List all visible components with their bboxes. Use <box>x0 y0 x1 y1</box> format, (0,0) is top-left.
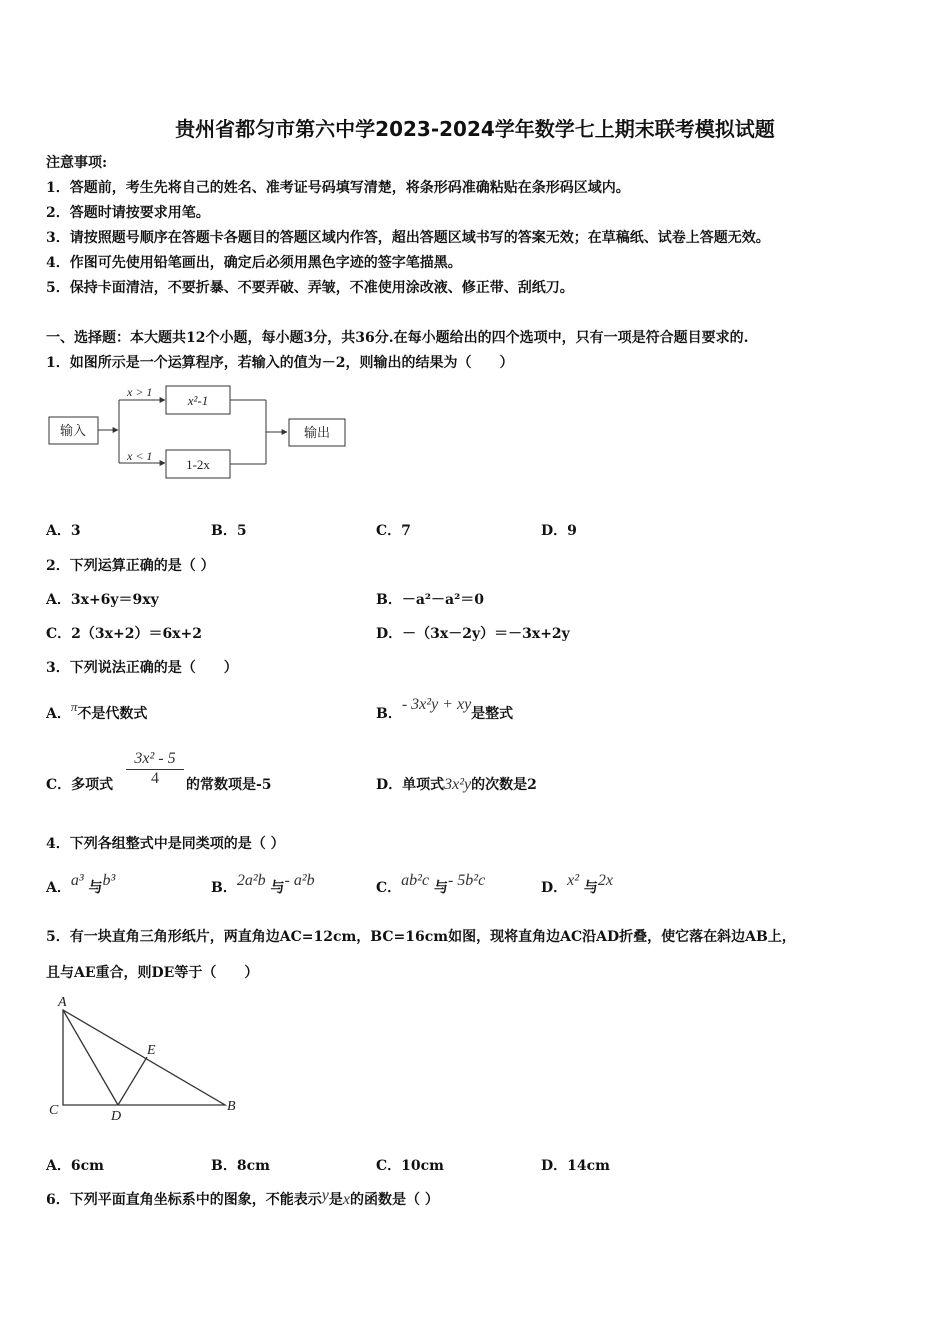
note-item-5: 5．保持卡面清洁，不要折暴、不要弄破、弄皱，不准使用涂改液、修正带、刮纸刀。 <box>46 280 574 296</box>
q4-c-term2: - 5b²c <box>447 872 486 889</box>
q1-option-d: D．9 <box>541 523 577 539</box>
segment-ad <box>63 1010 118 1105</box>
q6-stem-mid: 是 <box>328 1192 343 1208</box>
q1-option-c: C．7 <box>376 523 411 539</box>
flow-cond-top: x > 1 <box>127 385 153 399</box>
q3-c-text: 的常数项是-5 <box>186 777 272 793</box>
q3-option-a <box>46 699 148 723</box>
q6-var-x: x <box>342 1191 350 1208</box>
segment-de <box>118 1057 147 1105</box>
q1-option-b: B．5 <box>211 523 247 539</box>
q4-b-label: B． <box>211 880 237 896</box>
q1-stem: 1．如图所示是一个运算程序，若输入的值为－2，则输出的结果为（ ） <box>46 355 514 371</box>
q5-option-d: D．14cm <box>541 1158 610 1174</box>
q3-option-b <box>376 696 514 723</box>
flow-cond-bottom: x < 1 <box>127 449 153 463</box>
q4-option-b <box>211 872 315 897</box>
q4-c-conj: 与 <box>433 880 448 896</box>
q2-option-c: C．2（3x+2）＝6x+2 <box>46 626 203 642</box>
q2-option-d: D．－（3x－2y）＝－3x+2y <box>376 626 570 642</box>
notes-heading: 注意事项: <box>46 155 108 171</box>
section-heading: 一、选择题：本大题共12个小题，每小题3分，共36分.在每小题给出的四个选项中，只有一项是符合题目要求的. <box>46 330 749 346</box>
q3-c-fraction <box>126 750 184 788</box>
q5-stem-line2: 且与AE重合，则DE等于（ ） <box>46 965 259 981</box>
q6-stem-post: 的函数是（ ） <box>349 1192 439 1208</box>
note-item-3: 3．请按照题号顺序在答题卡各题目的答题区域内作答，超出答题区域书写的答案无效；在草稿纸、试卷上答题无效。 <box>46 230 770 246</box>
q3-option-d <box>376 774 537 794</box>
q3-d-label: D．单项式 <box>376 777 445 793</box>
q6-stem-pre: 6．下列平面直角坐标系中的图象，不能表示 <box>46 1192 322 1208</box>
page-title: 贵州省都匀市第六中学2023-2024学年数学七上期末联考模拟试题 <box>175 117 775 141</box>
q2-option-a: A．3x+6y＝9xy <box>46 592 159 608</box>
q1-flowchart <box>40 380 360 485</box>
q4-a-term1: a³ <box>70 872 84 889</box>
label-d: D <box>111 1109 122 1124</box>
label-c: C <box>49 1103 59 1118</box>
q5-option-c: C．10cm <box>376 1158 444 1174</box>
q4-option-c <box>376 872 486 897</box>
q3-c-numerator: 3x² - 5 <box>126 750 184 770</box>
q6-var-y: y <box>321 1187 329 1204</box>
q4-a-term2: b³ <box>102 872 116 889</box>
q4-d-term1: x² <box>567 872 580 889</box>
q5-triangle-figure <box>40 990 250 1125</box>
q4-c-term1: ab²c <box>401 872 430 889</box>
q4-b-term1: 2a²b <box>236 872 266 889</box>
q2-option-b: B．－a²－a²＝0 <box>376 592 484 608</box>
q1-option-a: A．3 <box>46 523 81 539</box>
flow-bottom-expr: 1-2x <box>186 457 210 472</box>
q4-c-label: C． <box>376 880 402 896</box>
q3-b-label: B． <box>376 706 402 722</box>
q3-c-label: C．多项式 <box>46 777 114 793</box>
label-e: E <box>147 1043 156 1058</box>
q4-stem: 4．下列各组整式中是同类项的是（ ） <box>46 836 285 852</box>
triangle-abc <box>63 1010 225 1105</box>
q3-b-text: 是整式 <box>471 706 514 722</box>
q4-d-label: D． <box>541 880 568 896</box>
q4-d-term2: 2x <box>597 872 614 889</box>
q4-a-label: A． <box>46 880 71 896</box>
note-item-1: 1．答题前，考生先将自己的姓名、准考证号码填写清楚，将条形码准确粘贴在条形码区域内。 <box>46 180 630 196</box>
q3-a-math: π <box>70 699 78 714</box>
label-a: A <box>58 995 67 1010</box>
flow-top-expr: x²-1 <box>187 393 209 408</box>
q5-option-a: A．6cm <box>46 1158 104 1174</box>
q3-d-math: 3x²y <box>444 776 472 793</box>
q5-stem-line1: 5．有一块直角三角形纸片，两直角边AC=12cm，BC=16cm如图，现将直角边AC沿AD折叠，使它落在斜边AB上， <box>46 929 796 945</box>
q4-b-term2: - a²b <box>284 872 315 889</box>
note-item-2: 2．答题时请按要求用笔。 <box>46 205 210 221</box>
q4-b-conj: 与 <box>270 880 285 896</box>
q6-stem <box>46 1189 439 1209</box>
q3-c-denominator: 4 <box>151 770 159 787</box>
q3-stem: 3．下列说法正确的是（ ） <box>46 660 238 676</box>
flow-input-label: 输入 <box>59 423 87 438</box>
q4-option-a <box>46 872 116 897</box>
q3-a-label: A． <box>46 706 71 722</box>
label-b: B <box>227 1099 236 1114</box>
q4-d-conj: 与 <box>583 880 598 896</box>
flow-output-label: 输出 <box>303 425 331 440</box>
q3-a-text: 不是代数式 <box>77 706 148 722</box>
q5-option-b: B．8cm <box>211 1158 270 1174</box>
note-item-4: 4．作图可先使用铅笔画出，确定后必须用黑色字迹的签字笔描黑。 <box>46 255 462 271</box>
q4-a-conj: 与 <box>88 880 103 896</box>
q2-stem: 2．下列运算正确的是（ ） <box>46 558 215 574</box>
q3-d-text: 的次数是2 <box>471 777 537 793</box>
q4-option-d <box>541 872 614 897</box>
q3-b-math: - 3x²y + xy <box>401 696 472 713</box>
